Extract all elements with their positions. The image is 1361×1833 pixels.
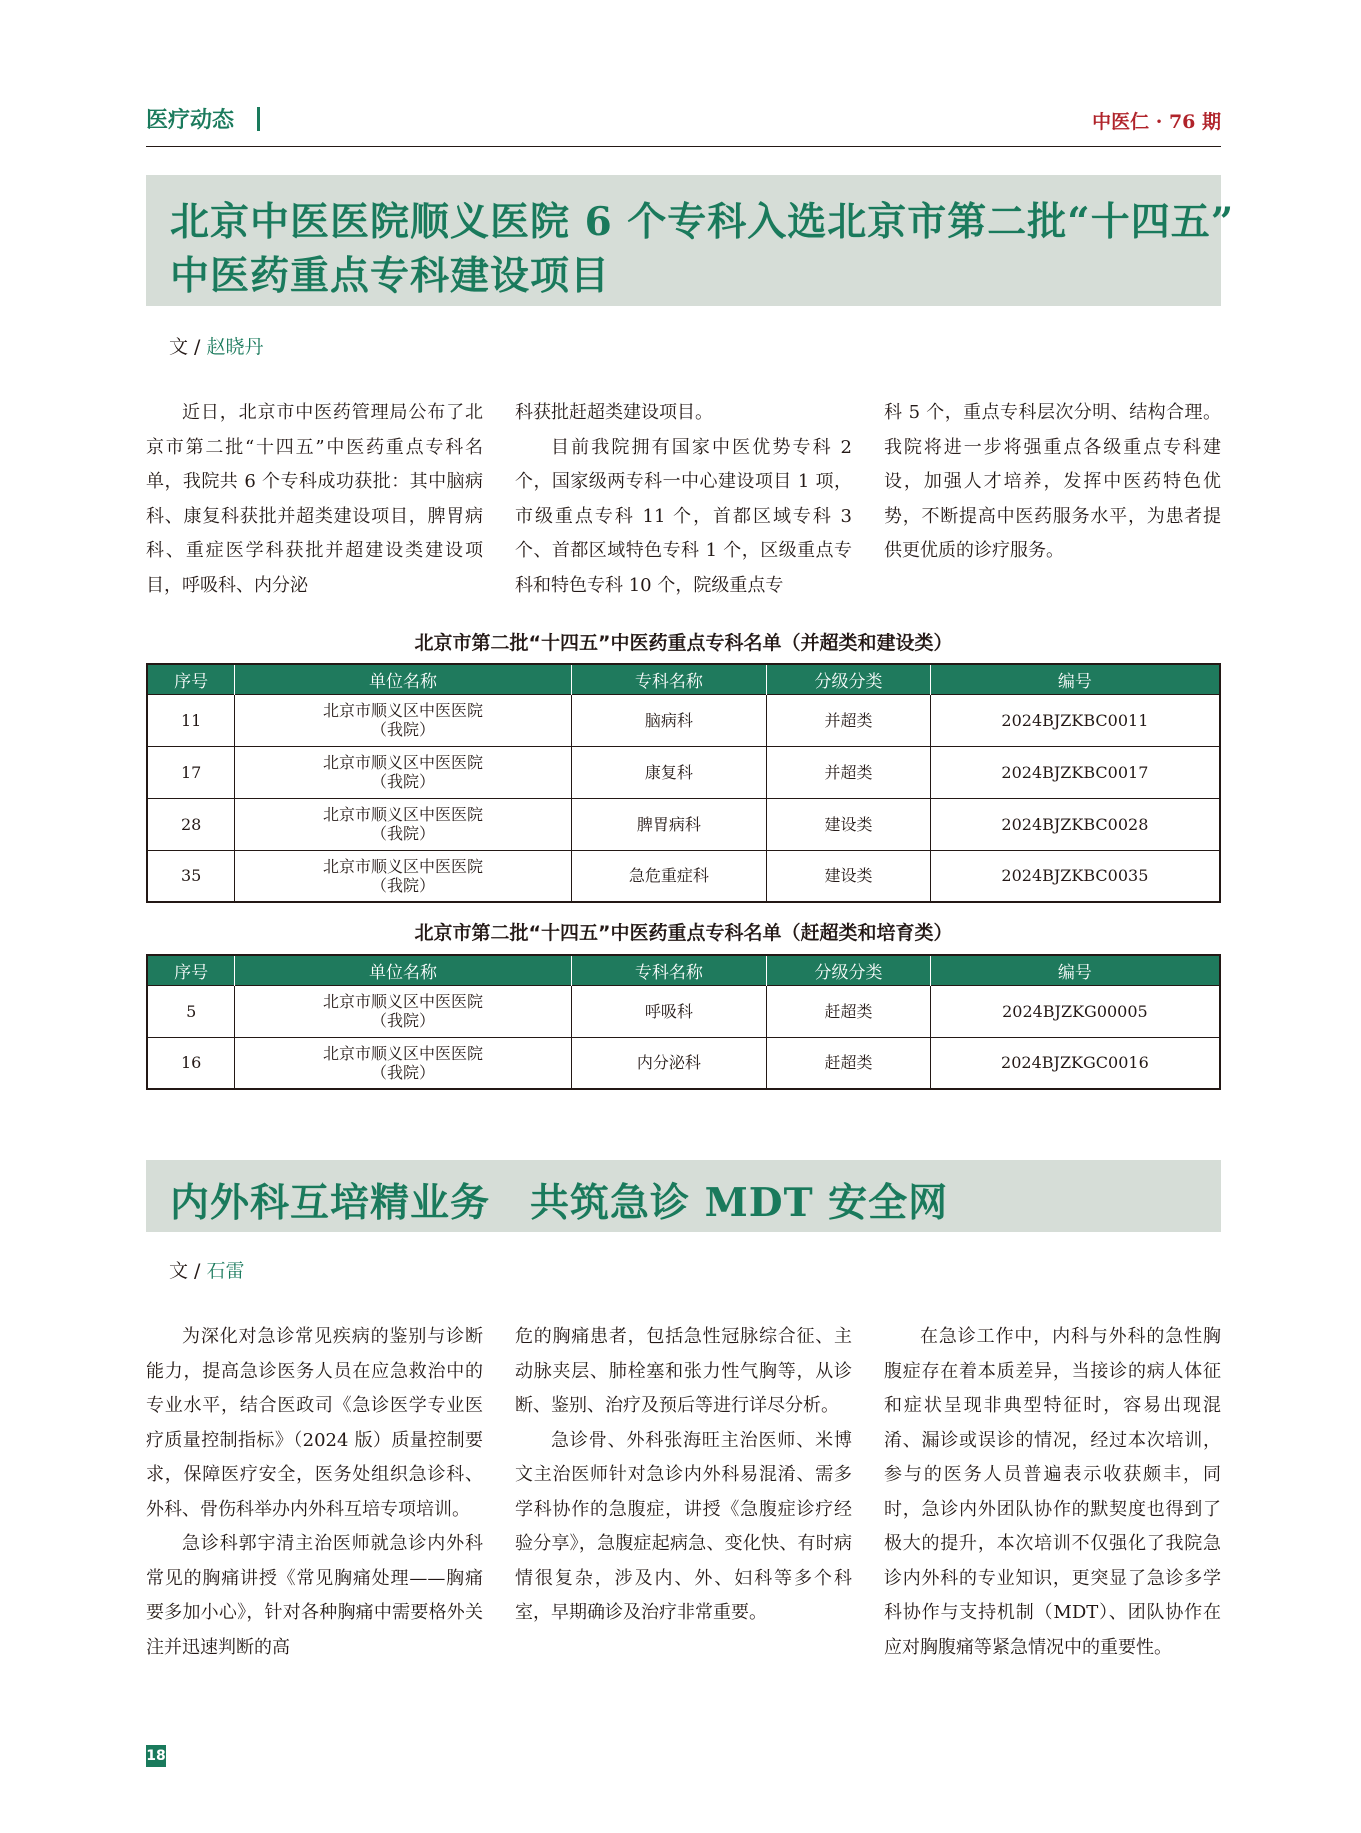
table1-caption: 北京市第二批“十四五”中医药重点专科名单（并超类和建设类） — [414, 632, 953, 654]
cell-specialty: 脑病科 — [571, 694, 767, 746]
cell-specialty: 呼吸科 — [571, 985, 767, 1037]
unit-note: （我院） — [370, 772, 435, 791]
cell-code: 2024BJZKGC0016 — [930, 1037, 1220, 1089]
cell-category: 建设类 — [767, 798, 931, 850]
cell-code: 2024BJZKBC0017 — [930, 746, 1220, 798]
unit-name: 北京市顺义区中医医院 — [322, 856, 483, 876]
header-rule — [146, 146, 1221, 147]
article1-col3 — [884, 396, 1221, 569]
table-row — [147, 985, 1220, 1037]
table-header-row — [147, 955, 1220, 985]
article1-author: 赵晓丹 — [206, 336, 264, 358]
cell-category: 赶超类 — [767, 1037, 931, 1089]
article2-col1 — [146, 1320, 483, 1665]
cell-specialty: 急危重症科 — [571, 850, 767, 902]
header-unit: 单位名称 — [235, 955, 571, 985]
cell-category: 并超类 — [767, 746, 931, 798]
header-code: 编号 — [930, 955, 1220, 985]
header-unit: 单位名称 — [235, 664, 571, 694]
article2-author: 石雷 — [206, 1260, 245, 1282]
paragraph: 近日，北京市中医药管理局公布了北京市第二批“十四五”中医药重点专科名单，我院共 6 个专科成功获批：其中脑病科、康复科获批并超类建设项目，脾胃病科、重症医学科获批并超建设类建设项目，呼吸科、内分泌 — [146, 402, 483, 596]
article2-title: 内外科互培精业务 共筑急诊 MDT 安全网 — [170, 1180, 949, 1226]
article1-col2 — [515, 396, 852, 603]
byline-prefix: 文 / — [169, 336, 207, 358]
cell-unit — [235, 1037, 571, 1089]
cell-code: 2024BJZKBC0035 — [930, 850, 1220, 902]
paragraph: 科获批赶超类建设项目。 — [515, 402, 713, 423]
cell-no: 11 — [147, 694, 235, 746]
cell-no: 28 — [147, 798, 235, 850]
table-header-row — [147, 664, 1220, 694]
table-row — [147, 746, 1220, 798]
table2 — [146, 954, 1221, 1090]
cell-unit — [235, 985, 571, 1037]
cell-no: 16 — [147, 1037, 235, 1089]
cell-category: 并超类 — [767, 694, 931, 746]
page-number: 18 — [146, 1745, 166, 1767]
unit-note: （我院） — [370, 824, 435, 843]
unit-name: 北京市顺义区中医医院 — [322, 805, 483, 824]
paragraph: 危的胸痛患者，包括急性冠脉综合征、主动脉夹层、肺栓塞和张力性气胸等，从诊断、鉴别、治疗及预后等进行详尽分析。 — [515, 1326, 852, 1416]
cell-code: 2024BJZKG00005 — [930, 985, 1220, 1037]
byline-prefix: 文 / — [169, 1260, 207, 1282]
cell-no: 35 — [147, 850, 235, 902]
unit-note: （我院） — [370, 1062, 435, 1082]
paragraph: 科 5 个，重点专科层次分明、结构合理。我院将进一步将强重点各级重点专科建设，加强人才培养，发挥中医药特色优势，不断提高中医药服务水平，为患者提供更优质的诊疗服务。 — [884, 402, 1221, 561]
header-no: 序号 — [147, 955, 235, 985]
unit-name: 北京市顺义区中医医院 — [322, 1043, 483, 1063]
table2-caption: 北京市第二批“十四五”中医药重点专科名单（赶超类和培育类） — [414, 922, 953, 944]
cell-unit — [235, 746, 571, 798]
unit-note: （我院） — [370, 875, 435, 895]
header-specialty: 专科名称 — [571, 664, 767, 694]
article1-byline — [169, 332, 264, 359]
section-divider — [257, 107, 260, 131]
article1-title-box — [146, 175, 1235, 306]
table1 — [146, 663, 1221, 903]
section-label: 医疗动态 — [146, 108, 235, 133]
issue-label: 中医仁 · 76 期 — [1092, 111, 1221, 133]
article2-byline — [169, 1256, 245, 1283]
cell-code: 2024BJZKBC0028 — [930, 798, 1220, 850]
article2-col3 — [884, 1320, 1221, 1665]
unit-name: 北京市顺义区中医医院 — [322, 992, 483, 1011]
table-row — [147, 1037, 1220, 1089]
unit-note: （我院） — [370, 720, 435, 739]
header-specialty: 专科名称 — [571, 955, 767, 985]
cell-no: 17 — [147, 746, 235, 798]
unit-note: （我院） — [370, 1011, 435, 1030]
cell-code: 2024BJZKBC0011 — [930, 694, 1220, 746]
article1-title-line1: 北京中医医院顺义医院 6 个专科入选北京市第二批“十四五” — [170, 199, 1235, 245]
paragraph: 急诊科郭宇清主治医师就急诊内外科常见的胸痛讲授《常见胸痛处理——胸痛要多加小心》，针对各种胸痛中需要格外关注并迅速判断的高 — [146, 1533, 483, 1658]
article2-col2 — [515, 1320, 852, 1631]
article2-title-box — [146, 1160, 1221, 1232]
cell-unit — [235, 798, 571, 850]
article1-col1 — [146, 396, 483, 603]
article1-title-line2: 中医药重点专科建设项目 — [170, 253, 611, 299]
paragraph: 为深化对急诊常见疾病的鉴别与诊断能力，提高急诊医务人员在应急救治中的专业水平，结合医政司《急诊医学专业医疗质量控制指标》（2024 版）质量控制要求，保障医疗安全，医务处组织急诊科、外科、骨伤科举办内外科互培专项培训。 — [146, 1326, 483, 1520]
cell-unit — [235, 850, 571, 902]
cell-category: 建设类 — [767, 850, 931, 902]
cell-specialty: 内分泌科 — [571, 1037, 767, 1089]
cell-no: 5 — [147, 985, 235, 1037]
table-row — [147, 798, 1220, 850]
header-no: 序号 — [147, 664, 235, 694]
paragraph: 在急诊工作中，内科与外科的急性胸腹症存在着本质差异，当接诊的病人体征和症状呈现非典型特征时，容易出现混淆、漏诊或误诊的情况，经过本次培训，参与的医务人员普遍表示收获颇丰，同时，急诊内外团队协作的默契度也得到了极大的提升，本次培训不仅强化了我院急诊内外科的专业知识，更突显了急诊多学科协作与支持机制（MDT）、团队协作在应对胸腹痛等紧急情况中的重要性。 — [884, 1326, 1221, 1658]
header-code: 编号 — [930, 664, 1220, 694]
cell-specialty: 康复科 — [571, 746, 767, 798]
paragraph: 目前我院拥有国家中医优势专科 2 个，国家级两专科一中心建设项目 1 项，市级重点专科 11 个，首都区域专科 3 个、首都区域特色专科 1 个，区级重点专科和特色专科 10 个，院级重点专 — [515, 436, 852, 596]
header-category: 分级分类 — [767, 955, 931, 985]
cell-category: 赶超类 — [767, 985, 931, 1037]
header-category: 分级分类 — [767, 664, 931, 694]
cell-specialty: 脾胃病科 — [571, 798, 767, 850]
cell-unit — [235, 694, 571, 746]
table-row — [147, 850, 1220, 902]
unit-name: 北京市顺义区中医医院 — [322, 701, 483, 720]
unit-name: 北京市顺义区中医医院 — [322, 753, 483, 772]
table-row — [147, 694, 1220, 746]
paragraph: 急诊骨、外科张海旺主治医师、米博文主治医师针对急诊内外科易混淆、需多学科协作的急腹症，讲授《急腹症诊疗经验分享》，急腹症起病急、变化快、有时病情很复杂，涉及内、外、妇科等多个科室，早期确诊及治疗非常重要。 — [515, 1429, 852, 1623]
